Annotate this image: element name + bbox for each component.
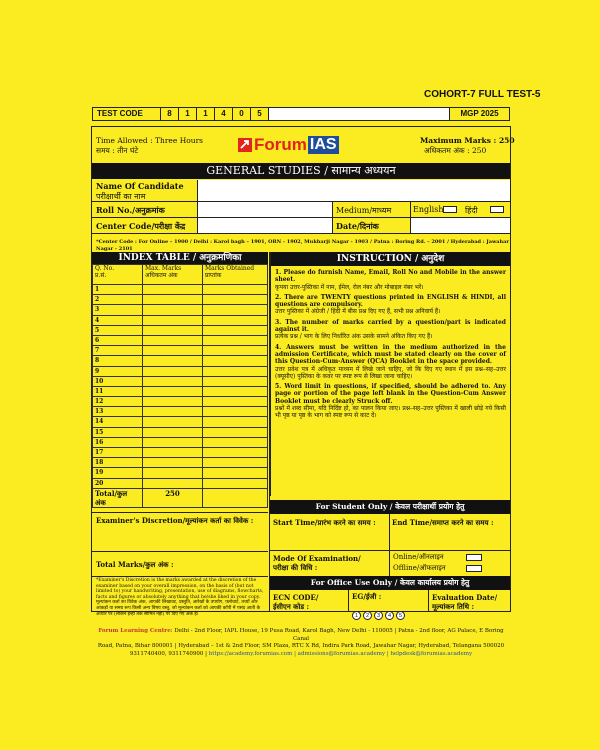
index-row [93,437,268,447]
max-marks-cell[interactable] [143,376,203,386]
marks-obtained-cell[interactable] [203,305,268,315]
index-row [93,417,268,427]
index-table [92,252,268,508]
centre-code-label: Center Code/परीक्षा केंद्र [96,221,186,231]
medium-hindi-label: हिंदी [465,206,478,215]
question-number: 20 [93,478,143,488]
footer-brand: Forum Learning Centre [98,628,171,634]
col-marks-obtained: Marks Obtained प्राप्तांक [203,265,268,285]
index-row [93,407,268,417]
divider [332,202,333,218]
question-number: 4 [93,315,143,325]
max-marks-cell[interactable] [143,468,203,478]
marks-obtained-cell[interactable] [203,417,268,427]
test-code-digit: 8 [161,108,179,120]
date-field[interactable] [411,218,510,233]
marks-obtained-cell[interactable] [203,366,268,376]
cohort-title: COHORT-7 FULL TEST-5 [424,89,541,100]
evaluation-date-label: Evaluation Date/ [432,593,498,602]
office-only-title: For Office Use Only / केवल कार्यालय प्रयोग हेतु [270,576,510,590]
footer-phone: 9311740400, 9311740900 [129,650,204,657]
test-code-digit: 4 [215,108,233,120]
question-number: 13 [93,407,143,417]
instruction-item: 1. Please do furnish Name, Email, Roll No and Mobile in the answer sheet. कृपया उत्तर-पुस्तिका में नाम, ईमेल, रोल नंबर और मोबाइल नंबर भरें। [275,269,506,291]
instruction-item: 4. Answers must be written in the medium authorized in the admission Certificate, which must be stated clearly on the cover of this Question-Cum-Answer (QCA) Booklet in the space provided. उत्तर प्रवेश पत्र में अधिकृत माध्यम में लिखे जाने चाहिए, जो कि दिए गए स्थान में इस प्रश्न–सह–उत्तर (क्यूसीए) पुस्तिका के कवर पर स्पष्ट रूप से लिखा जाना चाहिए। [275,343,506,380]
footer-address: Forum Learning Centre: Delhi - 2nd Floor, IAPL House, 19 Pusa Road, Karol Bagh, New Delhi - 110005 | Patna - 2nd floor, AG Palace, E Boring Canal Road, Patna, Bihar 800001 | Hyderabad – 1st & 2nd Floor, SM Plaza, RTC X Rd, Indira Park Road, Jawahar Nagar, Hyderabad, Telangana 500020 9311740400, 9311740900 | https://academy.forumias.com | admissions@forumias.academy | helpdesk@forumias.academy [92,628,510,658]
candidate-name-field[interactable] [198,180,510,201]
marks-obtained-cell[interactable] [203,478,268,488]
question-number: 8 [93,356,143,366]
index-row [93,315,268,325]
max-marks-cell[interactable] [143,478,203,488]
marks-obtained-cell[interactable] [203,356,268,366]
medium-label: Medium/माध्यम [336,206,392,215]
marks-obtained-cell[interactable] [203,448,268,458]
divider [270,550,510,551]
candidate-name-label: Name Of Candidate [96,181,184,191]
divider [389,550,390,576]
divider [348,590,349,612]
index-row [93,427,268,437]
ecn-label: ECN CODE/ [273,593,319,602]
index-row [93,335,268,345]
eg-option[interactable]: 3 [374,611,383,620]
question-number: 19 [93,468,143,478]
index-row [93,356,268,366]
question-number: 15 [93,427,143,437]
max-marks-cell[interactable] [143,407,203,417]
question-number: 9 [93,366,143,376]
total-value: 250 [143,488,203,507]
max-marks-cell[interactable] [143,305,203,315]
eg-option[interactable]: 1 [352,611,361,620]
max-marks-cell[interactable] [143,458,203,468]
divider [92,576,268,577]
medium-hindi-checkbox[interactable] [490,206,504,213]
max-marks-cell[interactable] [143,325,203,335]
eg-label: EG/ईजी : [352,592,382,601]
footer-links[interactable]: https://academy.forumias.com | admissions@forumias.academy | helpdesk@forumias.academy [208,650,473,657]
total-obtained-cell[interactable] [203,488,268,507]
start-time-label: Start Time/प्रारंभ करने का समय : [273,518,376,527]
max-marks-cell[interactable] [143,295,203,305]
question-number: 12 [93,397,143,407]
max-marks-cell[interactable] [143,386,203,396]
roll-medium-row [92,202,510,218]
test-code-digit: 5 [251,108,269,120]
roll-no-field[interactable] [198,202,332,217]
medium-english-checkbox[interactable] [443,206,457,213]
divider [269,252,270,612]
logo-ias-text: IAS [309,136,337,153]
index-row [93,386,268,396]
marks-obtained-cell[interactable] [203,468,268,478]
max-marks-hindi: अधिकतम अंक : 250 [424,146,487,155]
eg-option[interactable]: 2 [363,611,372,620]
index-table-title: INDEX TABLE / अनुक्रमणिका [92,252,268,264]
marks-obtained-cell[interactable] [203,397,268,407]
test-code-digit: 0 [233,108,251,120]
marks-obtained-cell[interactable] [203,315,268,325]
question-number: 7 [93,346,143,356]
question-number: 6 [93,335,143,345]
divider [92,551,268,552]
index-row [93,376,268,386]
instructions-body [271,266,510,426]
marks-obtained-cell[interactable] [203,295,268,305]
roll-no-label: Roll No./अनुक्रमांक [96,205,165,215]
max-marks-cell[interactable] [143,335,203,345]
col-max-marks: Max. Marks अधिकतम अंक [143,265,203,285]
student-only-title: For Student Only / केवल परीक्षार्थी प्रयोग हेतु [270,500,510,514]
index-total-row [93,488,268,507]
index-row [93,325,268,335]
logo-forum-text: Forum [254,135,307,154]
marks-obtained-cell[interactable] [203,427,268,437]
paper-title: GENERAL STUDIES / सामान्य अध्ययन [92,163,510,179]
marks-obtained-cell[interactable] [203,386,268,396]
marks-obtained-cell[interactable] [203,285,268,295]
max-marks-cell[interactable] [143,427,203,437]
medium-english-label: English [413,205,444,214]
max-marks-cell[interactable] [143,437,203,447]
max-marks-cell[interactable] [143,285,203,295]
index-row [93,478,268,488]
max-marks-cell[interactable] [143,346,203,356]
index-row [93,346,268,356]
centre-code-note: *Center Code : For Online – 1900 / Delhi : Karol bagh – 1901, ORN - 1902, Mukharji Nagar - 1903 / Patna : Boring Rd. – 2001 / Hyderabad : Jawahar Nagar - 2101 [96,239,510,252]
instruction-item: 5. Word limit in questions, if specified, should be adhered to. Any page or portion of the page left blank in the Question-Cum Answer Booklet must be clearly Struck off. प्रश्नों में शब्द सीमा, यदि निर्दिष्ट हो, का पालन किया जाए। प्रश्न–सह–उत्तर पुस्तिका में खाली छोड़े गये किसी भी पृष्ठ या पृष्ठ के भाग को स्पष्ट रूप से काट दें। [275,383,506,420]
divider [332,218,333,234]
max-marks-cell[interactable] [143,366,203,376]
candidate-name-row [92,180,510,202]
eg-option[interactable]: 4 [385,611,394,620]
marks-obtained-cell[interactable] [203,325,268,335]
centre-code-field[interactable] [198,218,332,233]
online-label: Online/ऑनलाइन [393,553,444,561]
marks-obtained-cell[interactable] [203,407,268,417]
max-marks-cell[interactable] [143,397,203,407]
examiner-note: *Examiner's Discretion is the marks awarded at the discretion of the examiner based on your overall impression, on the basis of (but not limited to) your handwriting, presentation, use of diagrams, flowcharts, facts and figures or absolutely anything that he/she liked in your copy. मूल्यांकन कर्ता का विवेक अंक, आपकी लिखावट, प्रस्तुति, आरेखों के उपयोग, फ़्लोचार्ट, तथ्यों और आंकड़ों या समग्र रूप किसी अन्य विषय वस्तु, जो मूल्यांकन कर्ता को आपकी कॉपी में पसंद आती के आधार पर (लेकिन इन्हीं तक सीमित नहीं) पर दिए गए अंक हैं। [96,578,264,617]
index-row [93,458,268,468]
question-number: 11 [93,386,143,396]
question-number: 10 [93,376,143,386]
question-number: 14 [93,417,143,427]
question-number: 16 [93,437,143,447]
instruction-item: 3. The number of marks carried by a question/part is indicated against it. प्रत्येक प्रश्न / भाग के लिए निर्धारित अंक उसके सामने अंकित किए गए हैं। [275,318,506,341]
centre-date-row [92,218,510,234]
total-label: Total/कुल अंक [93,488,143,507]
col-q-no: Q. No. प्र.सं. [93,265,143,285]
marks-obtained-cell[interactable] [203,376,268,386]
total-marks-label: Total Marks/कुल अंक : [96,560,174,569]
marks-obtained-cell[interactable] [203,437,268,447]
divider [92,512,268,513]
online-checkbox[interactable] [466,554,482,561]
question-number: 1 [93,285,143,295]
time-allowed: Time Allowed : Three Hours [96,136,204,145]
examiner-discretion-label: Examiner's Discretion/मूल्यांकन कर्ता का विवेक : [96,516,254,525]
question-number: 18 [93,458,143,468]
eg-option[interactable]: 5 [396,611,405,620]
question-number: 5 [93,325,143,335]
end-time-label: End Time/समाप्त करने का समय : [392,518,494,527]
time-allowed-hindi: समय : तीन घंटे [96,146,139,155]
divider [410,202,411,218]
instructions-panel [270,252,510,496]
index-row [93,305,268,315]
footer-line2: Road, Patna, Bihar 800001 | Hyderabad – 1st & 2nd Floor, SM Plaza, RTC X Rd, Indira Park Road, Jawahar Nagar, Hyderabad, Telangana 500020 [97,643,505,649]
ecn-label-hindi: ईसीएन कोड : [273,602,310,611]
max-marks-cell[interactable] [143,417,203,427]
index-row [93,285,268,295]
mode-label-hindi: परीक्षा की विधि : [273,563,318,572]
index-row [93,366,268,376]
candidate-name-label-hindi: परीक्षार्थी का नाम [96,192,146,201]
index-row [93,448,268,458]
max-marks-cell[interactable] [143,448,203,458]
marks-obtained-cell[interactable] [203,335,268,345]
mode-label: Mode Of Examination/ [273,554,361,563]
max-marks-cell[interactable] [143,356,203,366]
index-row [93,397,268,407]
question-number: 17 [93,448,143,458]
test-code-label: TEST CODE [93,108,161,120]
question-number: 2 [93,295,143,305]
evaluation-date-label-hindi: मूल्यांकन तिथि : [432,602,475,611]
paper-code: MGP 2025 [449,108,509,120]
eg-options [352,602,407,619]
instruction-item: 2. There are TWENTY questions printed in ENGLISH & HINDI, all questions are compulsory. उत्तर पुस्तिका में अंग्रेजी / हिंदी में बीस प्रश्न दिए गए हैं, सभी प्रश्न अनिवार्य हैं। [275,293,506,316]
marks-obtained-cell[interactable] [203,346,268,356]
instructions-title: INSTRUCTION / अनुदेश [271,252,510,266]
offline-label: Offline/ऑफलाइन [393,564,446,572]
max-marks-cell[interactable] [143,315,203,325]
max-marks: Maximum Marks : 250 [420,136,515,145]
index-row [93,468,268,478]
offline-checkbox[interactable] [466,565,482,572]
marks-obtained-cell[interactable] [203,458,268,468]
logo-arrow-icon [238,138,252,152]
test-code-digit: 1 [197,108,215,120]
test-code-row [92,107,510,121]
forumias-logo [238,135,339,155]
divider [428,590,429,612]
test-code-blank [269,108,449,120]
divider [389,514,390,550]
question-number: 3 [93,305,143,315]
date-label: Date/दिनांक [336,221,379,231]
footer-line1: : Delhi - 2nd Floor, IAPL House, 19 Pusa Road, Karol Bagh, New Delhi - 110005 | Patna - 2nd floor, AG Palace, E Boring Canal [170,628,504,642]
test-code-digit: 1 [179,108,197,120]
index-row [93,295,268,305]
